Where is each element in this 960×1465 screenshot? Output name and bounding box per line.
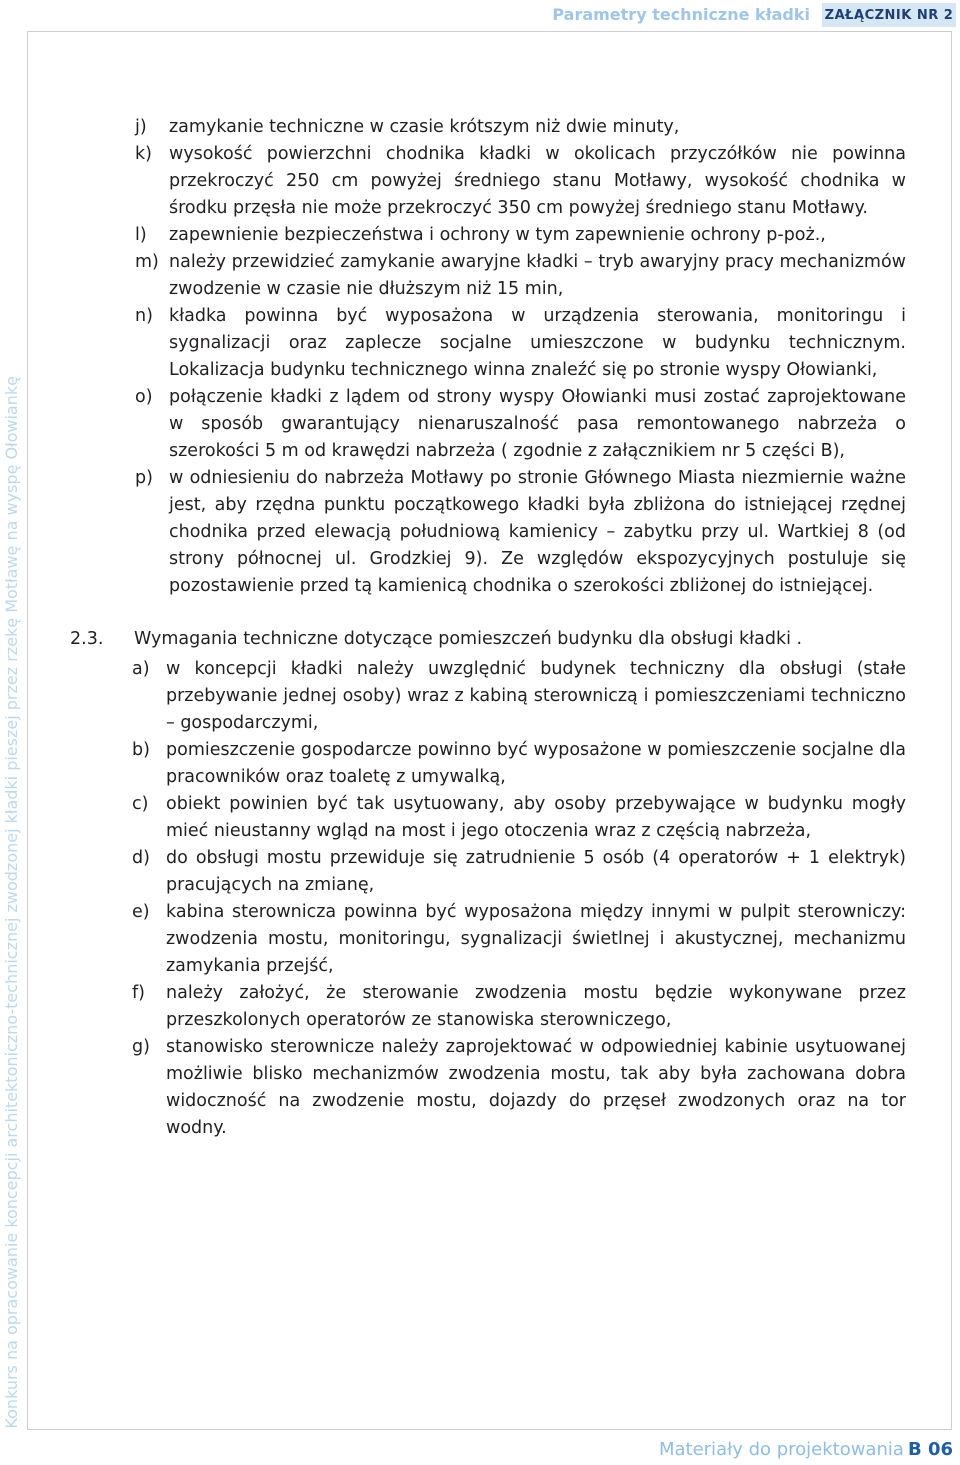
footer <box>659 1439 953 1460</box>
list-item <box>132 656 906 737</box>
footer-label: Materiały do projektowania <box>658 1439 904 1460</box>
list-item-text: wysokość powierzchni chodnika kładki w okolicach przyczółków nie powinna przekroczyć 250 cm powyżej średniego stanu Motławy, wysokość chodnika w środku przęsła nie może przekroczyć 350 cm powyżej średniego stanu Motławy. <box>169 144 906 218</box>
list-item-label: p) <box>135 468 153 488</box>
list-item-text: w koncepcji kładki należy uwzględnić budynek techniczny dla obsługi (stałe przebywanie jednej osoby) wraz z kabiną sterowniczą i pomieszczeniami techniczno – gospodarczymi, <box>166 659 906 733</box>
list-item-text: w odniesieniu do nabrzeża Motławy po stronie Głównego Miasta niezmiernie ważne jest, aby rzędna punktu początkowego kładki była zbliżona do istniejącej rzędnej chodnika przed elewacją południową kamienicy – zabytku przy ul. Wartkiej 8 (od strony północnej ul. Grodzkiej 9). Ze względów ekspozycyjnych postuluje się pozostawienie przed tą kamienicą chodnika o szerokości zbliżonej do istniejącej. <box>169 468 906 596</box>
list-item <box>135 141 906 222</box>
list-item-label: a) <box>132 659 150 679</box>
list-item-text: obiekt powinien być tak usytuowany, aby osoby przebywające w budynku mogły mieć nieustanny wgląd na most i jego otoczenia wraz z częścią nabrzeża, <box>166 794 906 841</box>
list-item <box>132 737 906 791</box>
list-item <box>135 465 906 600</box>
list-item-text: kabina sterownicza powinna być wyposażona między innymi w pulpit sterowniczy: zwodzenia mostu, monitoringu, sygnalizacji świetlnej i akustycznej, mechanizmu zamykania przejść, <box>166 902 906 976</box>
list-item <box>135 222 906 249</box>
section-title: Wymagania techniczne dotyczące pomieszczeń budynku dla obsługi kładki . <box>134 629 803 649</box>
list-item-text: połączenie kładki z lądem od strony wyspy Ołowianki musi zostać zaprojektowane w sposób gwarantujący nienaruszalność pasa remontowanego nabrzeża o szerokości 5 m od krawędzi nabrzeża ( zgodnie z załącznikiem nr 5 części B), <box>169 387 906 461</box>
section-number: 2.3. <box>70 629 104 649</box>
list-item-text: stanowisko sterownicze należy zaprojektować w odpowiedniej kabinie usytuowanej możliwie blisko mechanizmów zwodzenia mostu, tak aby była zachowana dobra widoczność na zwodzenie mostu, dojazdy do przęseł zwodzonych oraz na tor wodny. <box>166 1037 906 1138</box>
list-item-label: n) <box>135 306 153 326</box>
list-item <box>132 1034 906 1142</box>
list-item-label: o) <box>135 387 153 407</box>
list-item <box>135 114 906 141</box>
list-item-text: do obsługi mostu przewiduje się zatrudnienie 5 osób (4 operatorów + 1 elektryk) pracujących na zmianę, <box>166 848 906 895</box>
list-item <box>135 249 906 303</box>
list-item-text: kładka powinna być wyposażona w urządzenia sterowania, monitoringu i sygnalizacji oraz zaplecze socjalne umieszczone w budynku technicznym. Lokalizacja budynku technicznego winna znaleźć się po stronie wyspy Ołowianki, <box>169 306 906 380</box>
header-title: Parametry techniczne kładki <box>552 5 810 24</box>
list-item-label: m) <box>135 252 159 272</box>
list-item-label: g) <box>132 1037 150 1057</box>
list-item-label: d) <box>132 848 150 868</box>
page-number: B 06 <box>907 1439 953 1460</box>
list-item-label: k) <box>135 144 152 164</box>
list-item-text: należy założyć, że sterowanie zwodzenia mostu będzie wykonywane przez przeszkolonych operatorów ze stanowiska sterowniczego, <box>166 983 906 1030</box>
list-item-text: pomieszczenie gospodarcze powinno być wyposażone w pomieszczenie socjalne dla pracowników oraz toaletę z umywalką, <box>166 740 906 787</box>
list-item-label: c) <box>132 794 149 814</box>
list-item-label: e) <box>132 902 150 922</box>
list-item <box>135 384 906 465</box>
list-item <box>135 303 906 384</box>
list-item <box>132 899 906 980</box>
attachment-badge: ZAŁĄCZNIK NR 2 <box>822 3 956 27</box>
list-item-text: zapewnienie bezpieczeństwa i ochrony w tym zapewnienie ochrony p-poż., <box>169 225 826 245</box>
list-item-label: l) <box>135 225 147 245</box>
sidebar-competition-title: Konkurs na opracowanie koncepcji architektoniczno-technicznej zwodzonej kładki pieszej przez rzekę Motławę na wyspę Ołowiankę <box>2 376 21 1429</box>
list-item-text: zamykanie techniczne w czasie krótszym niż dwie minuty, <box>169 117 680 137</box>
list-item-label: f) <box>132 983 145 1003</box>
list-item-text: należy przewidzieć zamykanie awaryjne kładki – tryb awaryjny pracy mechanizmów zwodzenie w czasie nie dłuższym niż 15 min, <box>169 252 906 299</box>
list-item <box>132 845 906 899</box>
list-item-label: j) <box>135 117 147 137</box>
list-item-label: b) <box>132 740 150 760</box>
list-item <box>132 980 906 1034</box>
list-item <box>132 791 906 845</box>
